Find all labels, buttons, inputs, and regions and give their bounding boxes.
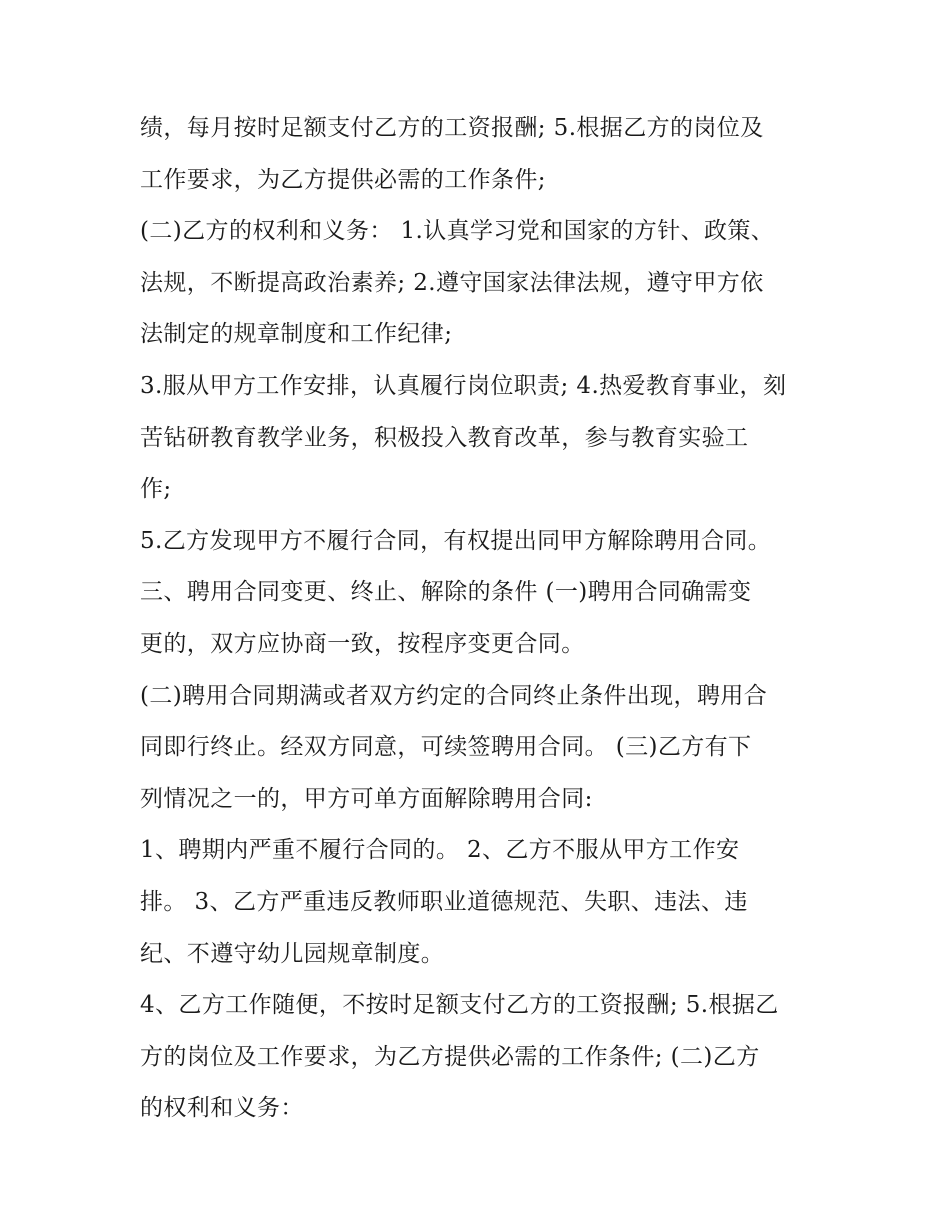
text-line: (二)聘用合同期满或者双方约定的合同终止条件出现，聘用合: [140, 682, 768, 709]
text-line: 法规，不断提高政治素养; 2.遵守国家法律法规，遵守甲方依: [140, 269, 764, 296]
text-line: 三、聘用合同变更、终止、解除的条件 (一)聘用合同确需变: [140, 579, 752, 606]
text-line: 苦钻研教育教学业务，积极投入教育改革，参与教育实验工: [140, 424, 749, 451]
text-line: 同即行终止。经双方同意，可续签聘用合同。 (三)乙方有下: [140, 734, 752, 761]
text-line: 3.服从甲方工作安排，认真履行岗位职责; 4.热爱教育事业，刻: [140, 372, 787, 399]
text-line: 排。 3、乙方严重违反教师职业道德规范、失职、违法、违: [140, 888, 748, 915]
text-line: 1、聘期内严重不履行合同的。 2、乙方不服从甲方工作安: [140, 837, 740, 864]
text-line: 工作要求，为乙方提供必需的工作条件;: [140, 166, 546, 193]
text-line: 更的，双方应协商一致，按程序变更合同。: [140, 630, 585, 657]
text-line: 绩，每月按时足额支付乙方的工资报酬; 5.根据乙方的岗位及: [140, 115, 764, 141]
text-line: 5.乙方发现甲方不履行合同，有权提出同甲方解除聘用合同。: [140, 527, 772, 554]
text-line: 法制定的规章制度和工作纪律;: [140, 321, 453, 348]
text-line: 的权利和义务：: [140, 1095, 304, 1122]
text-line: 方的岗位及工作要求，为乙方提供必需的工作条件; (二)乙方: [140, 1043, 760, 1070]
document-body: [140, 103, 820, 1135]
text-line: 4、乙方工作随便，不按时足额支付乙方的工资报酬; 5.根据乙: [140, 992, 779, 1019]
text-line: 作;: [140, 476, 172, 503]
text-line: 列情况之一的，甲方可单方面解除聘用合同:: [140, 785, 593, 812]
text-line: (二)乙方的权利和义务： 1.认真学习党和国家的方针、政策、: [140, 218, 775, 245]
text-line: 纪、不遵守幼儿园规章制度。: [140, 940, 445, 967]
